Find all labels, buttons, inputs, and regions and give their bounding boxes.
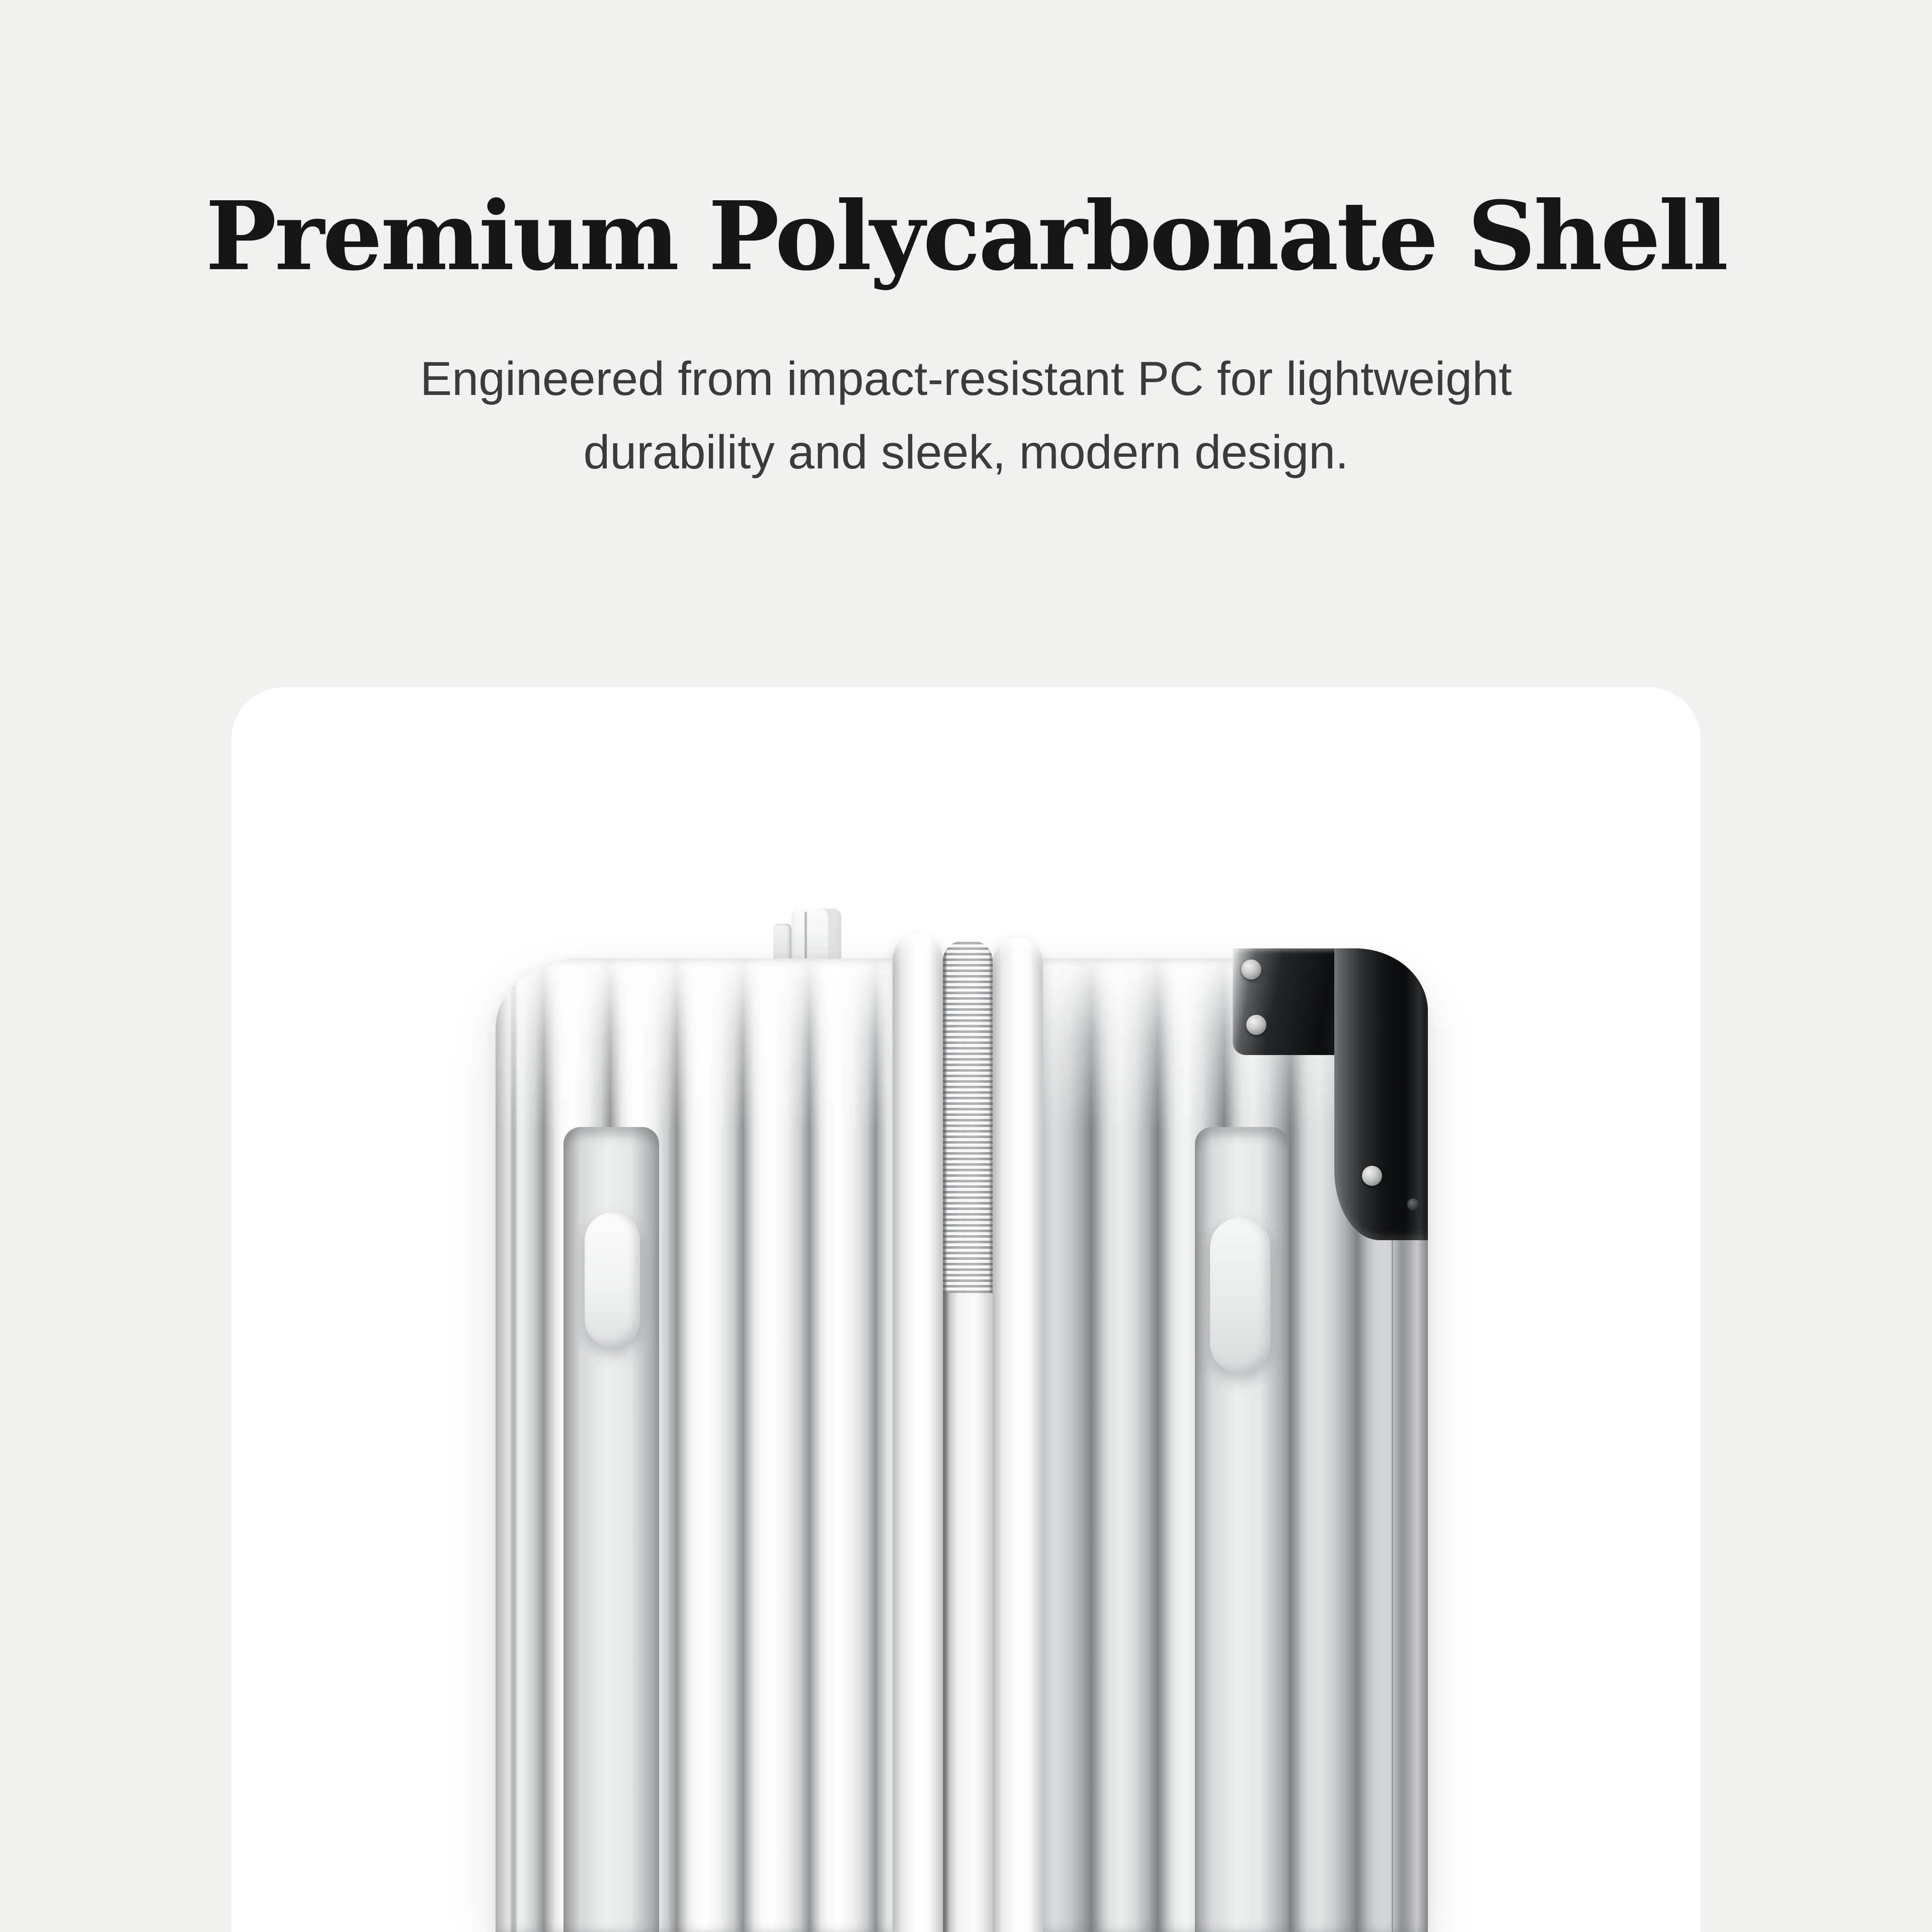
- center-ridge-right: [993, 938, 1043, 1932]
- bumper-foot-left: [585, 1213, 640, 1347]
- zipper-cover-strip: [943, 1293, 993, 1932]
- rivet-icon: [1241, 959, 1261, 980]
- suitcase-center-section: [893, 934, 1043, 1932]
- rivet-icon: [1246, 1015, 1266, 1035]
- suitcase-product-image: [496, 909, 1429, 1932]
- page-title: Premium Polycarbonate Shell: [205, 181, 1727, 292]
- shell-ribbed-panel-left: [496, 958, 893, 1932]
- corner-guard-side-arm: [1334, 948, 1428, 1240]
- product-card: [231, 687, 1701, 1932]
- page-subtitle: [0, 342, 1932, 489]
- suitcase-zipper: [943, 941, 993, 1293]
- bumper-foot-right: [1210, 1218, 1270, 1374]
- subtitle-line-2: durability and sleek, modern design.: [583, 426, 1349, 479]
- shell-right-edge-band: [1392, 1240, 1428, 1932]
- subtitle-line-1: Engineered from impact-resistant PC for lightweight: [420, 352, 1512, 406]
- rivet-icon: [1362, 1166, 1382, 1186]
- rivet-pin-icon: [1407, 1198, 1419, 1211]
- center-ridge-left: [893, 934, 943, 1932]
- chrome-corner-guard: [1233, 948, 1428, 1240]
